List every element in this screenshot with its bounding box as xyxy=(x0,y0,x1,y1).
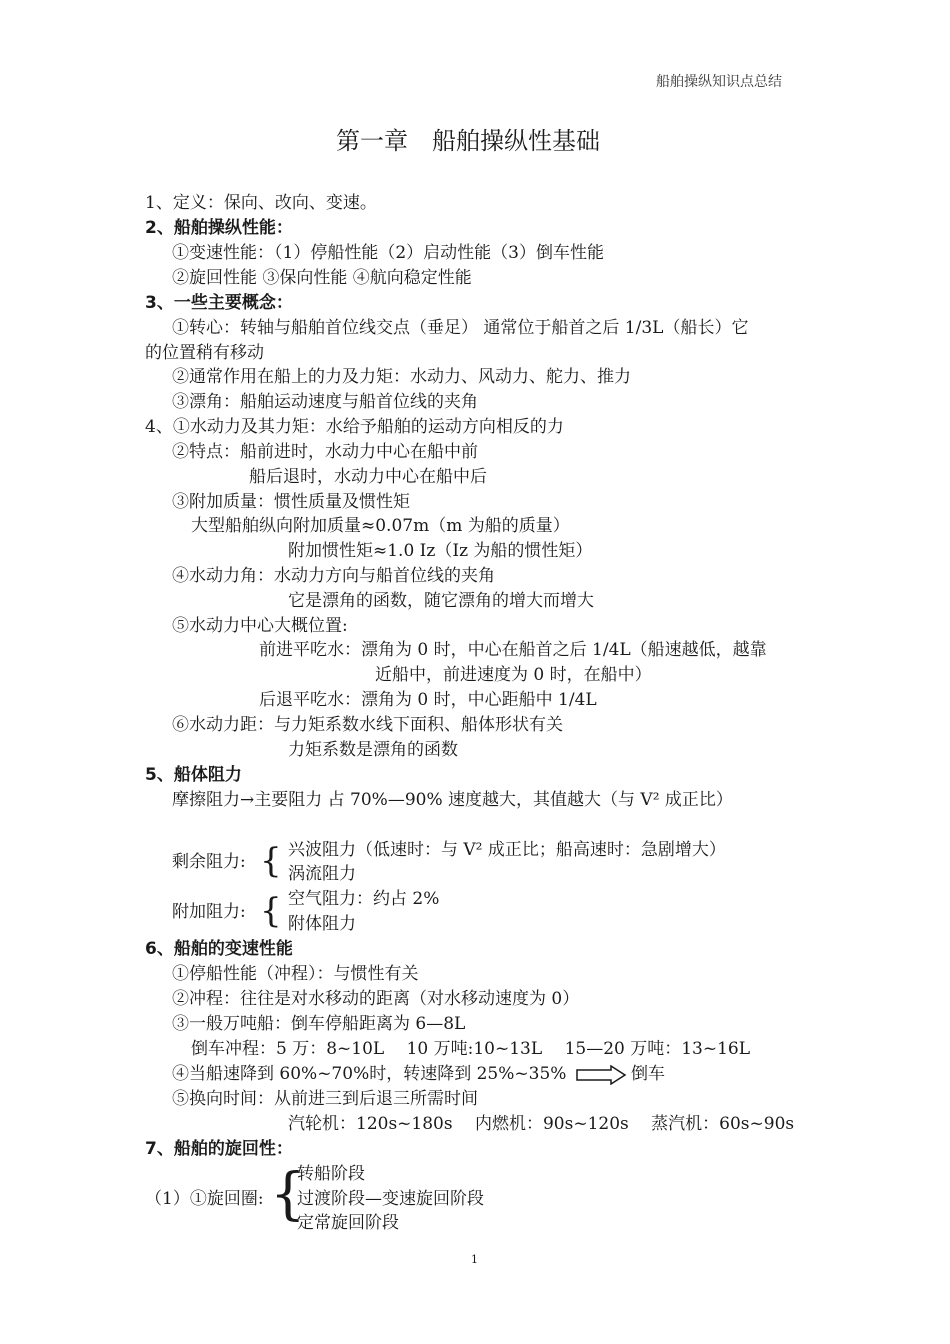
text-line: ③一般万吨船：倒车停船距离为 6—8L xyxy=(172,1014,466,1034)
text-line: 倒车 xyxy=(631,1064,665,1084)
text-line: ②特点：船前进时，水动力中心在船中前 xyxy=(172,442,478,462)
text-line: 近船中，前进速度为 0 时，在船中） xyxy=(375,665,652,685)
text-line: 汽轮机：120s~180s 内燃机：90s~120s 蒸汽机：60s~90s xyxy=(288,1114,795,1134)
text-line: 的位置稍有移动 xyxy=(145,343,264,363)
text-line: 倒车冲程：5 万：8~10L 10 万吨:10~13L 15—20 万吨：13~16L xyxy=(191,1039,751,1059)
text-line: ⑥水动力距：与力矩系数水线下面积、船体形状有关 xyxy=(172,715,563,735)
text-line: 附加阻力: xyxy=(172,902,246,922)
section-6-heading: 6、船舶的变速性能 xyxy=(145,939,293,959)
text-line: ②通常作用在船上的力及力矩：水动力、风动力、舵力、推力 xyxy=(172,367,631,387)
section-3-heading: 3、一些主要概念： xyxy=(145,293,293,313)
text-line: 它是漂角的函数，随它漂角的增大而增大 xyxy=(288,591,594,611)
text-line: ④水动力角：水动力方向与船首位线的夹角 xyxy=(172,566,495,586)
text-line: 4、①水动力及其力矩：水给予船舶的运动方向相反的力 xyxy=(145,417,564,437)
text-line: 附体阻力 xyxy=(288,914,356,934)
double-arrow-icon xyxy=(575,1065,627,1085)
text-line: 力矩系数是漂角的函数 xyxy=(288,740,458,760)
text-line: 转船阶段 xyxy=(297,1164,365,1184)
text-line: 过渡阶段—变速旋回阶段 xyxy=(297,1189,484,1209)
text-line: ①变速性能：（1）停船性能（2）启动性能（3）倒车性能 xyxy=(172,243,604,263)
running-header: 船舶操纵知识点总结 xyxy=(656,74,782,90)
text-line: 兴波阻力（低速时：与 V² 成正比；船高速时：急剧增大） xyxy=(288,840,726,860)
item-1-definition: 1、定义：保向、改向、变速。 xyxy=(145,193,377,213)
text-line: ⑤水动力中心大概位置: xyxy=(172,616,348,636)
chapter-title: 第一章 船舶操纵性基础 xyxy=(336,127,600,155)
text-line: ④当船速降到 60%~70%时，转速降到 25%~35% xyxy=(172,1064,567,1084)
text-line: ①停船性能（冲程）：与惯性有关 xyxy=(172,964,419,984)
left-brace-icon: { xyxy=(260,841,282,881)
text-line: 大型船舶纵向附加质量≈0.07m（m 为船的质量） xyxy=(191,516,570,536)
text-line: 附加惯性矩≈1.0 Iz（Iz 为船的惯性矩） xyxy=(288,541,593,561)
text-line: ②旋回性能 ③保向性能 ④航向稳定性能 xyxy=(172,268,472,288)
text-line: 定常旋回阶段 xyxy=(297,1213,399,1233)
text-line: 船后退时，水动力中心在船中后 xyxy=(249,467,487,487)
text-line: ③附加质量：惯性质量及惯性矩 xyxy=(172,492,410,512)
left-brace-icon: { xyxy=(260,891,282,931)
text-line: 涡流阻力 xyxy=(288,864,356,884)
text-line: 空气阻力：约占 2% xyxy=(288,889,440,909)
text-line: 后退平吃水：漂角为 0 时，中心距船中 1/4L xyxy=(259,690,597,710)
text-line: 前进平吃水：漂角为 0 时，中心在船首之后 1/4L（船速越低，越靠 xyxy=(259,640,767,660)
text-line: ①转心：转轴与船舶首位线交点（垂足） 通常位于船首之后 1/3L（船长）它 xyxy=(172,318,749,338)
text-line: 摩擦阻力→主要阻力 占 70%—90% 速度越大，其值越大（与 V² 成正比） xyxy=(172,790,733,810)
section-5-heading: 5、船体阻力 xyxy=(145,765,242,785)
text-line: （1）①旋回圈: xyxy=(145,1189,264,1209)
page-number: 1 xyxy=(471,1253,478,1266)
section-7-heading: 7、船舶的旋回性： xyxy=(145,1139,293,1159)
text-line: ⑤换向时间：从前进三到后退三所需时间 xyxy=(172,1089,478,1109)
left-brace-icon: { xyxy=(270,1162,306,1227)
text-line: 剩余阻力: xyxy=(172,852,246,872)
text-line: ③漂角：船舶运动速度与船首位线的夹角 xyxy=(172,392,478,412)
text-line: ②冲程：往往是对水移动的距离（对水移动速度为 0） xyxy=(172,989,580,1009)
section-2-heading: 2、船舶操纵性能： xyxy=(145,218,293,238)
